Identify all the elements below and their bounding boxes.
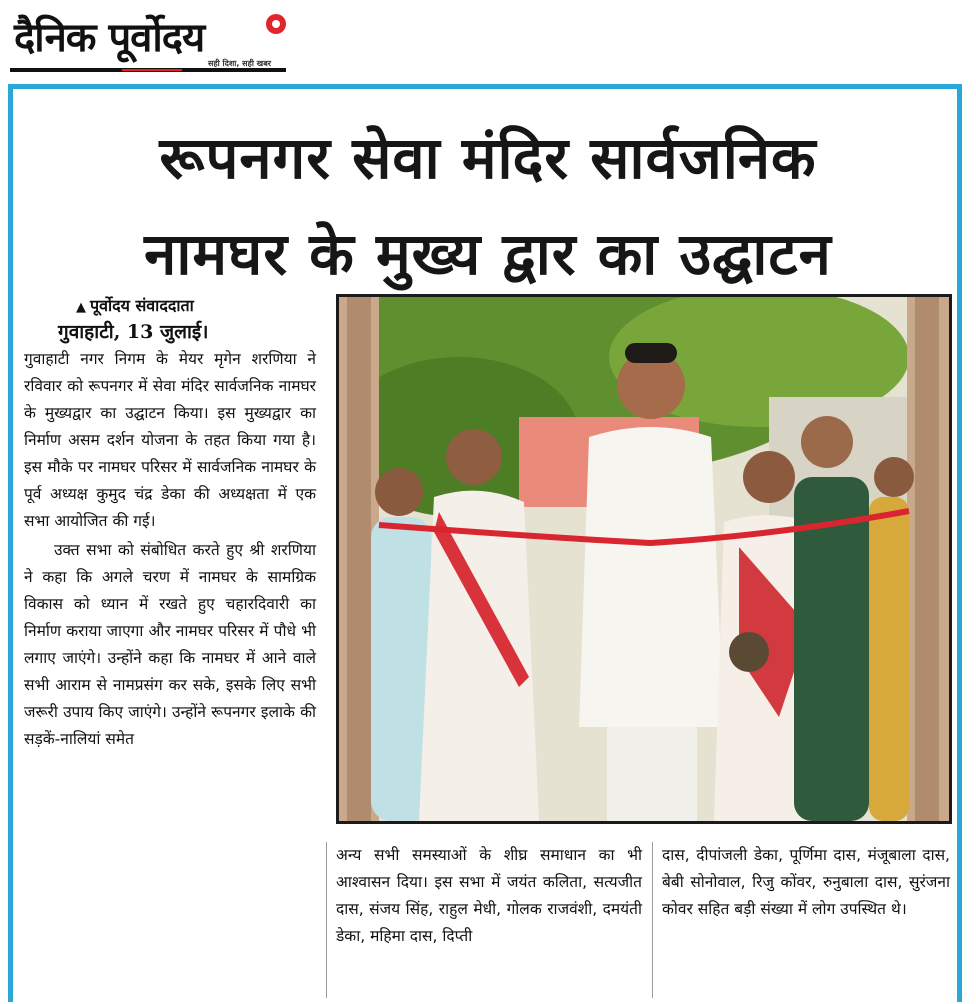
triangle-icon: ▲: [76, 300, 86, 315]
article-column-middle: [336, 842, 642, 950]
masthead-rule-accent: [122, 69, 182, 71]
byline-text: पूर्वोदय संवाददाता: [90, 296, 194, 315]
paragraph-4: दास, दीपांजली डेका, पूर्णिमा दास, मंजूबाला दास, बेबी सोनोवाल, रिजु कोंवर, रुनुबाला दास, सुरंजना कोवर सहित बड़ी संख्या में लोग उपस्थित थे।: [662, 846, 950, 918]
paragraph-1: गुवाहाटी नगर निगम के मेयर मृगेन शरणिया ने रविवार को रूपनगर में सेवा मंदिर सार्वजनिक नामघर के मुख्यद्वार का उद्घाटन किया। इस मुख्यद्वार का निर्माण असम दर्शन योजना के तहत किया गया है। इस मौके पर नामघर परिसर में सार्वजनिक नामघर के पूर्व अध्यक्ष कुमुद चंद्र डेका की अध्यक्षता में एक सभा आयोजित की गई।: [24, 350, 316, 530]
logo-dot-icon: [266, 14, 286, 34]
article-column-left: [24, 294, 316, 753]
paragraph-2: उक्त सभा को संबोधित करते हुए श्री शरणिया ने कहा कि अगले चरण में नामघर के सामग्रिक विकास को ध्यान में रखते हुए चहारदिवारी का निर्माण कराया जाएगा और नामघर परिसर में पौधे भी लगाए जाएंगे। उन्होंने कहा कि नामघर में आने वाले सभी आराम से नामप्रसंग कर सके, इसके लिए सभी जरूरी उपाय किए जाएंगे। उन्होंने रूपनगर इलाके की सड़कें-नालियां समेत: [24, 541, 316, 748]
article-column-right: [662, 842, 950, 923]
newspaper-tagline: सही दिशा, सही खबर: [208, 59, 272, 68]
column-divider: [326, 842, 327, 998]
masthead: [10, 6, 286, 72]
headline: [20, 110, 956, 302]
newspaper-logo: दैनिक पूर्वोदय: [14, 15, 205, 61]
dateline: गुवाहाटी, 13 जुलाई।: [58, 321, 209, 343]
byline: [76, 294, 316, 318]
column-divider: [652, 842, 653, 998]
paragraph-3: अन्य सभी समस्याओं के शीघ्र समाधान का भी आश्वासन दिया। इस सभा में जयंत कलिता, सत्यजीत दास, संजय सिंह, राहुल मेधी, गोलक राजवंशी, दमयंती डेका, महिमा दास, दिप्ती: [336, 846, 642, 945]
ribbon-cutting-photo: [339, 297, 949, 821]
headline-line-1: रूपनगर सेवा मंदिर सार्वजनिक: [159, 124, 817, 192]
column-text: [24, 346, 316, 753]
article-photo: [336, 294, 952, 824]
headline-line-2: नामघर के मुख्य द्वार का उद्घाटन: [144, 220, 832, 288]
